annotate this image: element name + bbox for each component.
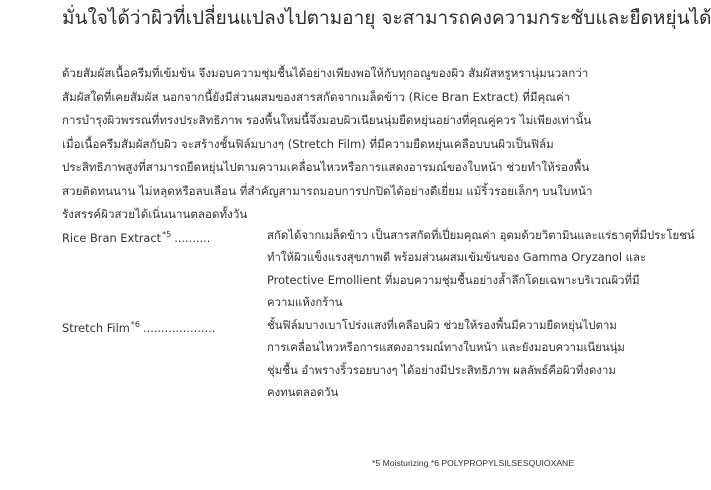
intro-line: สัมผัสใดที่เคยสัมผัส นอกจากนี้ยังมีส่วนผสมของสารสกัดจากเมล็ดข้าว (Rice Bran Extract) ที่มีคุณค่า [62, 89, 571, 104]
intro-line: รังสรรค์ผิวสวยได้เนิ่นนานตลอดทั้งวัน [62, 207, 248, 221]
term-footnote-ref: *5 [162, 230, 172, 239]
definition-line: สกัดได้จากเมล็ดข้าว เป็นสารสกัดที่เปี่ยมคุณค่า อุดมด้วยวิตามินและแร่ธาตุที่มีประโยชน์ [267, 228, 695, 242]
intro-line: สวยติดทนนาน ไม่หลุดหรือลบเลือน ที่สำคัญสามารถมอบการปกปิดได้อย่างดีเยี่ยม แม้ริ้วรอยเล็กๆ บนใบหน้า [62, 183, 593, 198]
intro-line: เมื่อเนื้อครีมสัมผัสกับผิว จะสร้างชั้นฟิล์มบางๆ (Stretch Film) ที่มีความยืดหยุ่นเคลือบบนผิวเป็นฟิล์ม [62, 136, 554, 151]
intro-paragraph [62, 62, 593, 227]
term-label: Rice Bran Extract [62, 231, 162, 245]
definition-line: ความแห้งกร้าน [267, 294, 343, 309]
term-leader-dots: .......... [174, 231, 211, 245]
definition-line: ชั้นฟิล์มบางเบาโปร่งแสงที่เคลือบผิว ช่วยให้รองพื้นมีความยืดหยุ่นไปตาม [267, 318, 617, 332]
page-heading: มั่นใจได้ว่าผิวที่เปลี่ยนแปลงไปตามอายุ จะสามารถคงความกระชับและยืดหยุ่นได้ [62, 7, 711, 29]
definition-line: ชุ่มชื้น อำพรางริ้วรอยบางๆ ได้อย่างมีประสิทธิภาพ ผลลัพธ์คือผิวที่งดงาม [267, 362, 616, 377]
intro-line: การบำรุงผิวพรรณที่ทรงประสิทธิภาพ รองพื้นใหม่นี้จึงมอบผิวเนียนนุ่มยืดหยุ่นอย่างที่คุณคู่ควร ไม่เพียงเท่านั้น [62, 113, 592, 127]
intro-line: ประสิทธิภาพสูงที่สามารถยืดหยุ่นไปตามความเคลื่อนไหวหรือการแสดงอารมณ์ของใบหน้า ช่วยทำให้รองพื้น [62, 160, 590, 174]
definition-line: คงทนตลอดวัน [267, 384, 339, 399]
definition-desc-stretch-film [267, 314, 625, 403]
definition-term-stretch-film [62, 314, 215, 339]
term-footnote-ref: *6 [130, 320, 140, 329]
definition-line: Protective Emollient ที่มอบความชุ่มชื้นอย่างล้ำลึกโดยเฉพาะบริเวณผิวที่มี [267, 272, 640, 287]
intro-line: ด้วยสัมผัสเนื้อครีมที่เข้มข้น จึงมอบความชุ่มชื้นได้อย่างเพียงพอให้กับทุกอณูของผิว สัมผัสหรูหรานุ่มนวลกว่า [62, 66, 589, 80]
definition-desc-rice-bran [267, 224, 695, 313]
term-label: Stretch Film [62, 321, 130, 335]
definition-term-rice-bran [62, 224, 210, 249]
term-leader-dots: .................... [142, 321, 216, 335]
footnote: *5 Moisturizing *6 POLYPROPYLSILSESQUIOXANE [372, 458, 574, 468]
definition-line: การเคลื่อนไหวหรือการแสดงอารมณ์ทางใบหน้า และยังมอบความเนียนนุ่ม [267, 340, 625, 355]
definition-line: ทำให้ผิวแข็งแรงสุขภาพดี พร้อมส่วนผสมเข้มข้นของ Gamma Oryzanol และ [267, 250, 647, 265]
